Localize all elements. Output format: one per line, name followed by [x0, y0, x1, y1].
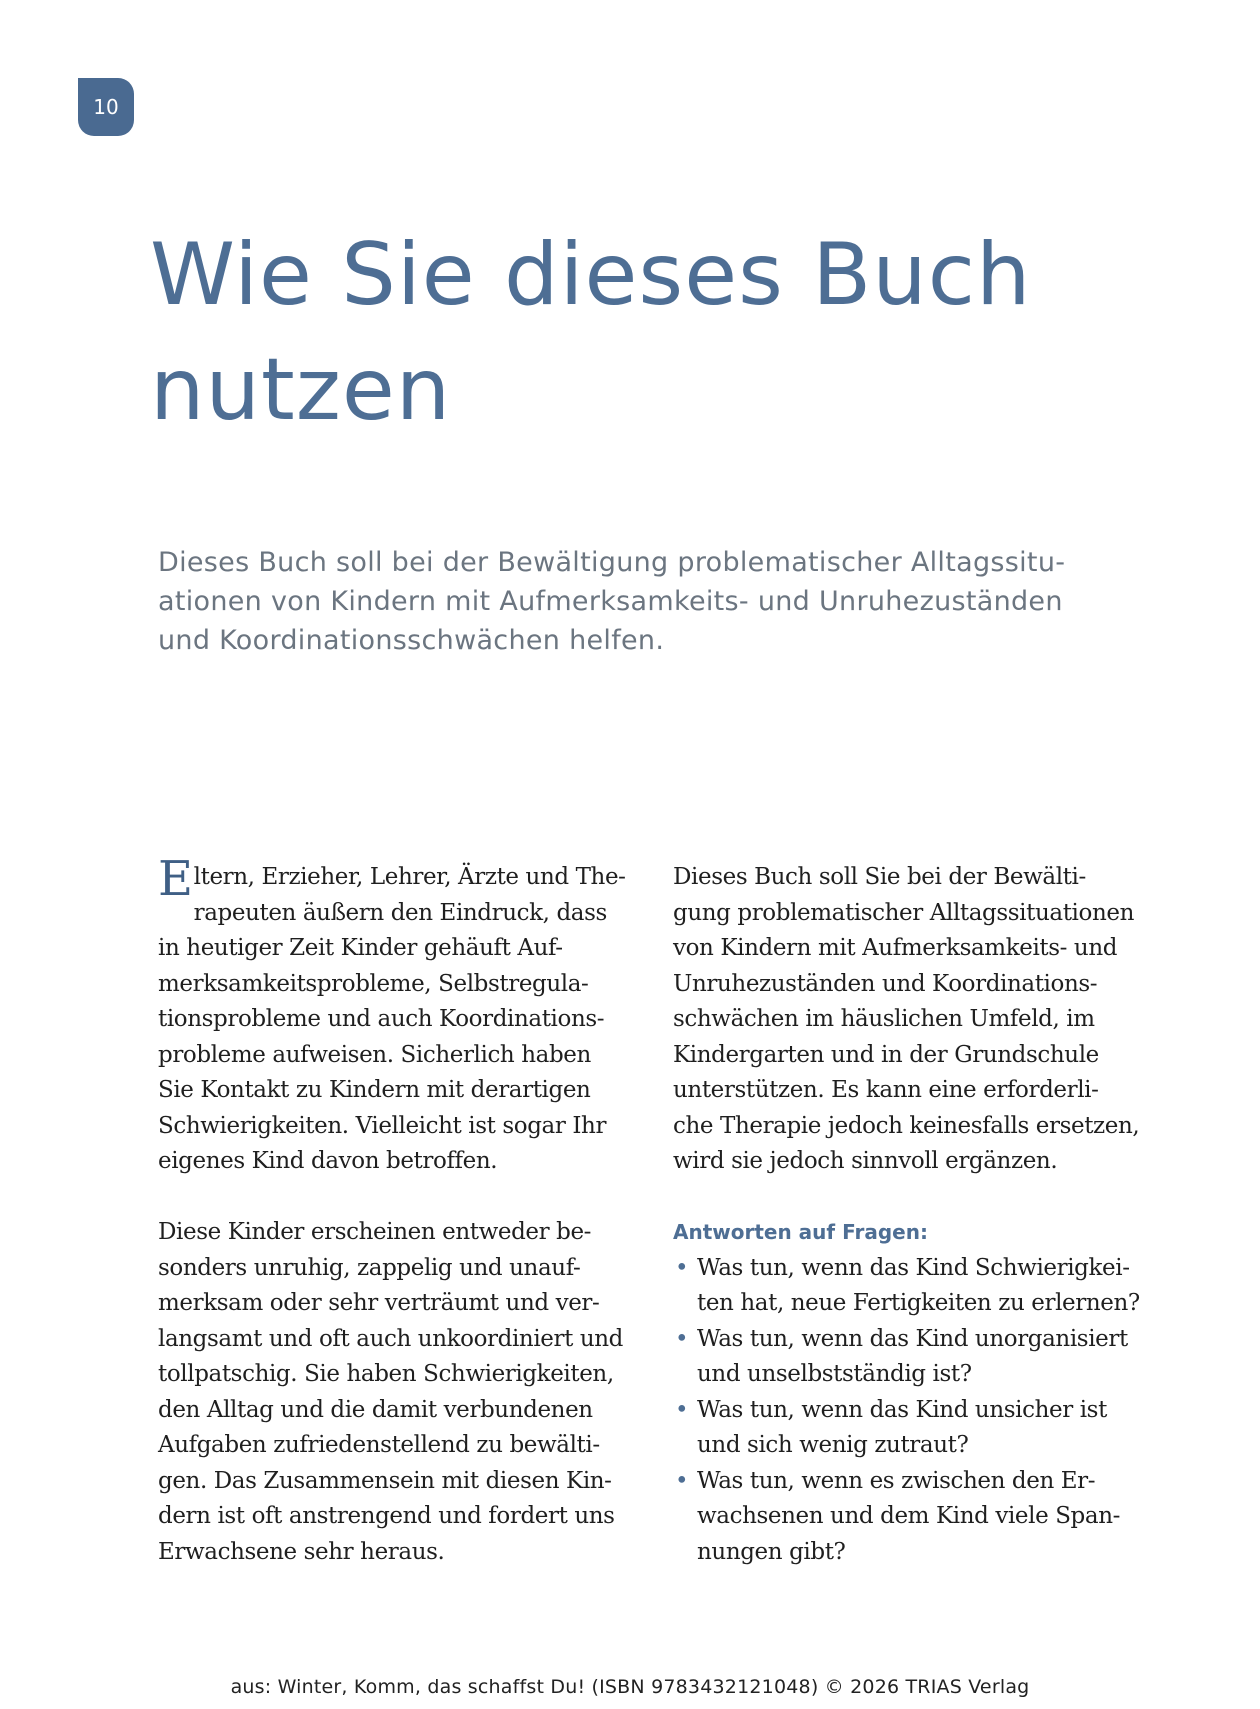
text-line: gen. Das Zusammensein mit diesen Kin- [158, 1467, 612, 1494]
right-paragraph [673, 860, 1143, 1180]
text-line: Sie Kontakt zu Kindern mit derartigen [158, 1077, 591, 1103]
text-line: Kindergarten und in der Grundschule [673, 1041, 1099, 1068]
text-line: den Alltag und die damit verbundenen [158, 1396, 593, 1423]
questions-list [673, 1251, 1143, 1571]
title-line-2: nutzen [150, 340, 452, 440]
text-line: ltern, Erzieher, Lehrer, Ärzte und The- [193, 864, 626, 890]
page-title [150, 218, 1032, 448]
text-line: merksam oder sehr verträumt und ver- [158, 1290, 600, 1316]
list-item [673, 1464, 1143, 1571]
text-line: Erwachsene sehr heraus. [158, 1538, 445, 1565]
text-line: langsamt und oft auch unkoordiniert und [158, 1325, 623, 1352]
text-line: sonders unruhig, zappelig und unauf- [158, 1254, 581, 1281]
text-line: Was tun, wenn es zwischen den Er- [697, 1467, 1096, 1494]
text-line: Was tun, wenn das Kind Schwierigkei- [697, 1254, 1130, 1281]
text-line: tionsprobleme und auch Koordinations- [158, 1006, 605, 1032]
text-line: schwächen im häuslichen Umfeld, im [673, 1006, 1095, 1032]
text-line: und sich wenig zutraut? [697, 1432, 969, 1458]
text-line: probleme aufweisen. Sicherlich haben [158, 1041, 591, 1068]
intro-line: ationen von Kindern mit Aufmerksamkeits- und Unruhezuständen [158, 586, 1063, 617]
text-line: Aufgaben zufriedenstellend zu bewälti- [158, 1432, 600, 1458]
page-number: 10 [93, 95, 119, 119]
list-item [673, 1322, 1143, 1393]
text-line: Diese Kinder erscheinen entweder be- [158, 1219, 592, 1245]
drop-cap: E [158, 851, 193, 907]
text-line: Dieses Buch soll Sie bei der Bewälti- [673, 864, 1086, 890]
text-line: Was tun, wenn das Kind unsicher ist [697, 1396, 1107, 1423]
text-line: nungen gibt? [697, 1538, 846, 1565]
intro-line: und Koordinationsschwächen helfen. [158, 625, 665, 656]
text-line: eigenes Kind davon betroffen. [158, 1148, 498, 1174]
text-line: Unruhezuständen und Koordinations- [673, 970, 1098, 997]
text-line: che Therapie jedoch keinesfalls ersetzen, [673, 1112, 1140, 1139]
text-line: rapeuten äußern den Eindruck, dass [193, 899, 607, 926]
list-item [673, 1251, 1143, 1322]
bullet-icon: • [675, 1396, 689, 1423]
copyright-footer: aus: Winter, Komm, das schaffst Du! (ISBN 9783432121048) © 2026 TRIAS Verlag [230, 1676, 1030, 1698]
text-line: Schwierigkeiten. Vielleicht ist sogar Ihr [158, 1112, 607, 1139]
left-paragraph-1 [158, 851, 628, 1180]
left-column [158, 851, 628, 1570]
text-line: von Kindern mit Aufmerksamkeits- und [673, 935, 1118, 961]
intro-line: Dieses Buch soll bei der Bewältigung problematischer Alltagssitu- [158, 547, 1066, 578]
intro-lead [158, 543, 1118, 660]
text-line: wird sie jedoch sinnvoll ergänzen. [673, 1148, 1058, 1174]
text-line: unterstützen. Es kann eine erforderli- [673, 1077, 1099, 1103]
text-line: ten hat, neue Fertigkeiten zu erlernen? [697, 1290, 1140, 1316]
page-number-badge [78, 78, 134, 136]
text-line: in heutiger Zeit Kinder gehäuft Auf- [158, 935, 563, 961]
bullet-icon: • [675, 1325, 689, 1352]
text-line: und unselbstständig ist? [697, 1361, 972, 1387]
text-line: dern ist oft anstrengend und fordert uns [158, 1503, 615, 1529]
text-line: wachsenen und dem Kind viele Span- [697, 1503, 1120, 1529]
left-paragraph-2 [158, 1215, 628, 1570]
text-line: Was tun, wenn das Kind unorganisiert [697, 1325, 1128, 1352]
bullet-icon: • [675, 1254, 689, 1281]
text-line: merksamkeitsprobleme, Selbstregula- [158, 970, 589, 997]
bullet-icon: • [675, 1467, 689, 1494]
right-column [673, 860, 1143, 1570]
text-line: gung problematischer Alltagssituationen [673, 899, 1134, 926]
questions-subheading: Antworten auf Fragen: [673, 1220, 928, 1244]
list-item [673, 1393, 1143, 1464]
title-line-1: Wie Sie dieses Buch [150, 225, 1032, 325]
text-line: tollpatschig. Sie haben Schwierigkeiten, [158, 1361, 614, 1387]
